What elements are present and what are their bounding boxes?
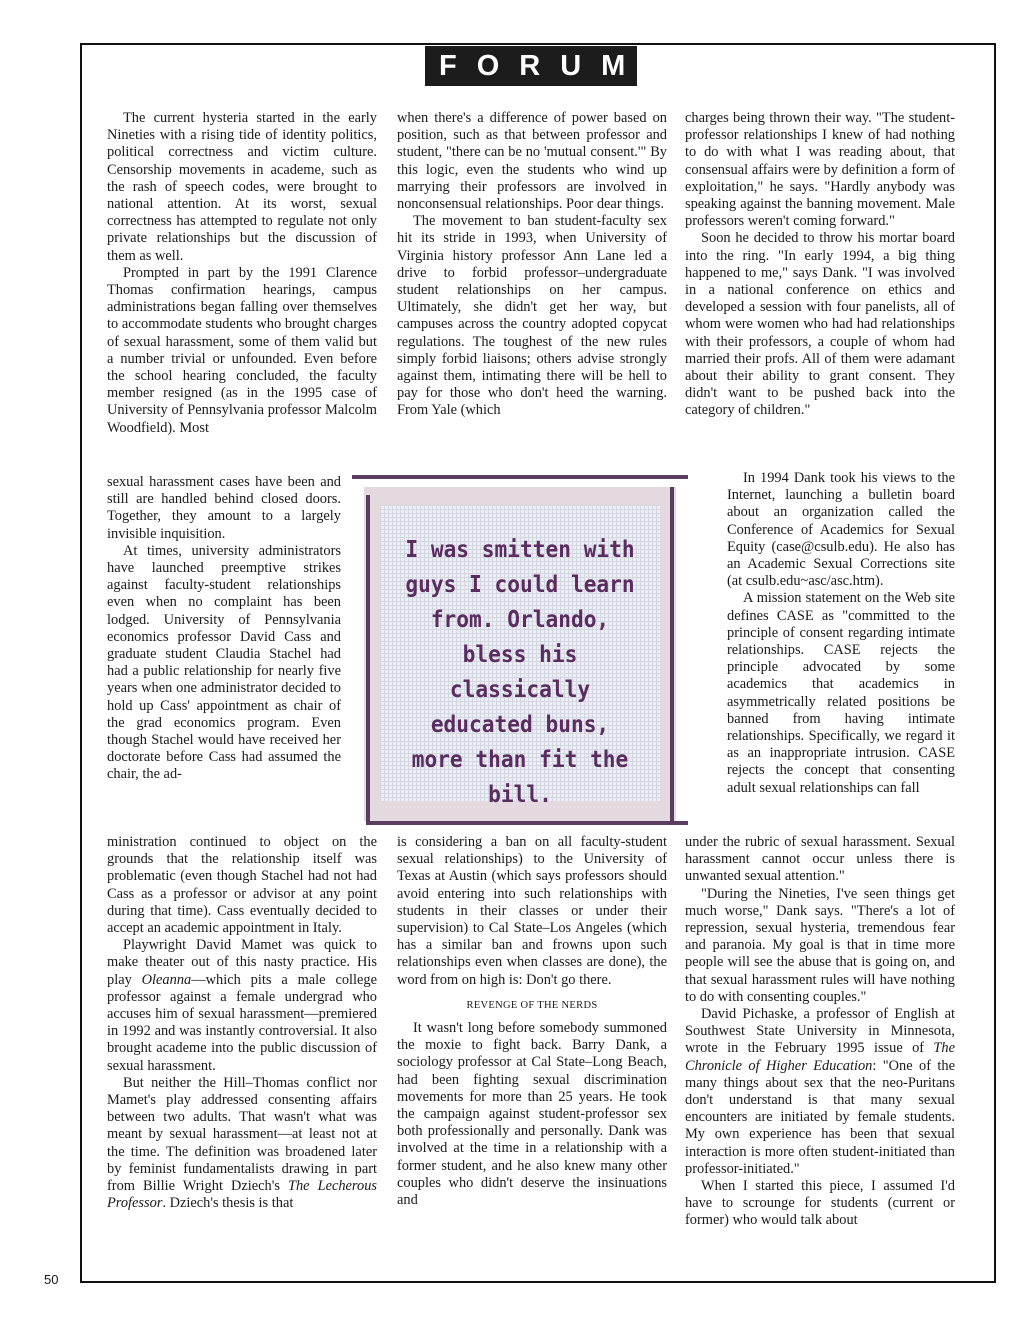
frame-right-rule	[994, 43, 996, 1283]
column-1-middle	[107, 474, 341, 784]
frame-top-rule	[80, 43, 996, 45]
paragraph	[107, 937, 377, 1075]
frame-bottom-rule	[80, 1281, 996, 1283]
paragraph: The current hysteria started in the early Nineties with a rising tide of identity politics, political correctness and victim culture. Censorship movements in academe, such as the rash of speech codes, were brought to national attention. At its worst, sexual correctness has attempted to regulate not only private relationships but the discussion of them as well.	[107, 110, 377, 264]
paragraph: charges being thrown their way. "The student-professor relationships I knew of had nothing to do with what I was reading about, that consensual affairs were by definition a form of exploitation," he says. "Hardly anybody was speaking against the banning movement. Male professors weren't coming forward."	[685, 110, 955, 230]
column-3-bottom	[685, 834, 955, 1230]
column-3-top	[685, 110, 955, 420]
column-2-top	[397, 110, 667, 420]
column-1-bottom	[107, 834, 377, 1212]
pull-quote-text: I was smitten with guys I could learn from. Orlando, bless his classically educated buns, more than fit the bill.	[405, 537, 635, 808]
pull-quote-bottom-bar	[366, 821, 688, 825]
subheading: REVENGE OF THE NERDS	[466, 999, 598, 1011]
paragraph: when there's a difference of power based on position, such as that between professor and student, "there can be no 'mutual consent.'" By this logic, even the students who wind up marrying their professors are involved in nonconsensual relationships. Poor dear things.	[397, 110, 667, 213]
text-run: . Dziech's thesis is that	[162, 1195, 294, 1212]
text-run: : "One of the many things about sex that the neo-Puritans don't understand is that many sexual encounters are initiated by female students. My own experience has been that sexual interaction is more often student-initiated than professor-initiated."	[685, 1057, 955, 1177]
publication-title: The Chronicle of Higher Education	[685, 1040, 955, 1074]
pull-quote-box	[352, 475, 688, 833]
paragraph: Soon he decided to throw his mortar board into the ring. "In early 1994, a big thing happened to me," says Dank. "I was involved in a national conference on ethics and developed a session with four panelists, all of whom were women who had had relationships with their professors, a couple of whom had married their profs. All of them were adamant about their ability to grant consent. They didn't want to be pushed back into the category of children."	[685, 230, 955, 419]
text-run: But neither the Hill–Thomas conflict nor Mamet's play addressed consenting affairs between two adults. That wasn't what was meant by sexual harassment—at least not at the time. The definition was broadened later by feminist fundamentalists drawing in part from Billie Wright Dziech's	[107, 1074, 377, 1195]
paragraph: ministration continued to object on the grounds that the relationship itself was problematic (even though Stachel had not had Cass as a professor or advisor at any point during that time). Cass eventually decided to accept an academic appointment in Italy.	[107, 834, 377, 937]
paragraph: "During the Nineties, I've seen things get much worse," Dank says. "There's a lot of repression, sexual hysteria, tremendous fear and paranoia. My goal is that in time more people will see the abuse that is going on, and that sexual harassment rules will have nothing to do with consenting couples."	[685, 885, 955, 1005]
paragraph: At times, university administrators have launched preemptive strikes against faculty-student relationships even when no complaint has been lodged. University of Pennsylvania economics professor David Cass and graduate student Claudia Stachel had had a public relationship for nearly five years when one administrator decided to hold up Cass' appointment as chair of the grad economics program. Even though Stachel would have received her doctorate before Cass had assumed the chair, the ad-	[107, 542, 341, 783]
section-header: FORUM	[425, 46, 637, 86]
text-run: Playwright David Mamet was quick to make theater out of this nasty practice. His play	[107, 937, 377, 988]
paragraph	[685, 1006, 955, 1178]
paragraph: The movement to ban student-faculty sex hit its stride in 1993, when University of Virginia history professor Ann Lane led a drive to forbid professor–undergraduate student relationships on her campus. Ultimately, she didn't get her way, but campuses across the country adopted copycat regulations. The toughest of the new rules simply forbid liaisons; others advise strongly against them, intimating there will be hell to pay for those who don't heed the warning. From Yale (which	[397, 213, 667, 419]
paragraph: In 1994 Dank took his views to the Internet, launching a bulletin board about an organization called the Conference of Academics for Sexual Equity (case@csulb.edu). He also has an Academic Sexual Corrections site (at csulb.edu~asc/asc.htm).	[727, 470, 955, 590]
paragraph: Prompted in part by the 1991 Clarence Thomas confirmation hearings, campus administrations began falling over themselves to accommodate students who brought charges of sexual harassment, some of them valid but a number trivial or unfounded. Even before the school hearing concluded, the faculty member resigned (as in the 1995 case of University of Pennsylvania professor Malcolm Woodfield). Most	[107, 264, 377, 436]
pull-quote-top-bar	[352, 475, 688, 479]
paragraph: A mission statement on the Web site defines CASE as "committed to the principle of consent regarding intimate relationships. CASE rejects the principle advocated by some academics that academics in asymmetrically related positions be banned from having intimate relationships. Specifically, we regard it as an inappropriate intrusion. CASE rejects the concept that consenting adult sexual relationships can fall	[727, 590, 955, 796]
paragraph: When I started this piece, I assumed I'd have to scrounge for students (current or former) who would talk about	[685, 1178, 955, 1229]
column-1-top	[107, 110, 377, 437]
page-number: 50	[44, 1272, 59, 1287]
frame-left-rule	[80, 43, 82, 1283]
play-title: Oleanna	[141, 971, 192, 988]
pull-quote-left-bar	[366, 495, 370, 821]
pull-quote-right-bar	[670, 487, 674, 821]
column-3-middle	[727, 470, 955, 797]
paragraph: is considering a ban on all faculty-student sexual relationships) to the University of Texas at Austin (which says professors should avoid entering into such relationships with students in their classes or under their supervision) to Cal State–Los Angeles (which has a similar ban and frowns upon such relationships even when classes are done), the word from on high is: Don't go there.	[397, 834, 667, 988]
paragraph	[107, 1075, 377, 1213]
paragraph: under the rubric of sexual harassment. Sexual harassment cannot occur unless there is unwanted sexual attention."	[685, 834, 955, 885]
text-run: —which pits a male college professor against a female undergrad who accuses him of sexual harassment—premiered in 1992 and was instantly controversial. It also brought academe into the public discussion of sexual harassment.	[107, 971, 377, 1074]
book-title: The Lecherous Professor	[107, 1178, 377, 1212]
column-2-bottom	[397, 834, 667, 1209]
paragraph: sexual harassment cases have been and still are handled behind closed doors. Together, they amount to a largely invisible inquisition.	[107, 474, 341, 542]
paragraph: It wasn't long before somebody summoned the moxie to fight back. Barry Dank, a sociology professor at Cal State–Long Beach, had been fighting sexual discrimination movements for more than 25 years. He took the campaign against student-professor sex both professionally and personally. Dank was involved at the time in a relationship with a former student, and he also knew many other couples who didn't deserve the insinuations and	[397, 1020, 667, 1209]
text-run: David Pichaske, a professor of English at Southwest State University in Minnesota, wrote in the February 1995 issue of	[685, 1006, 955, 1057]
